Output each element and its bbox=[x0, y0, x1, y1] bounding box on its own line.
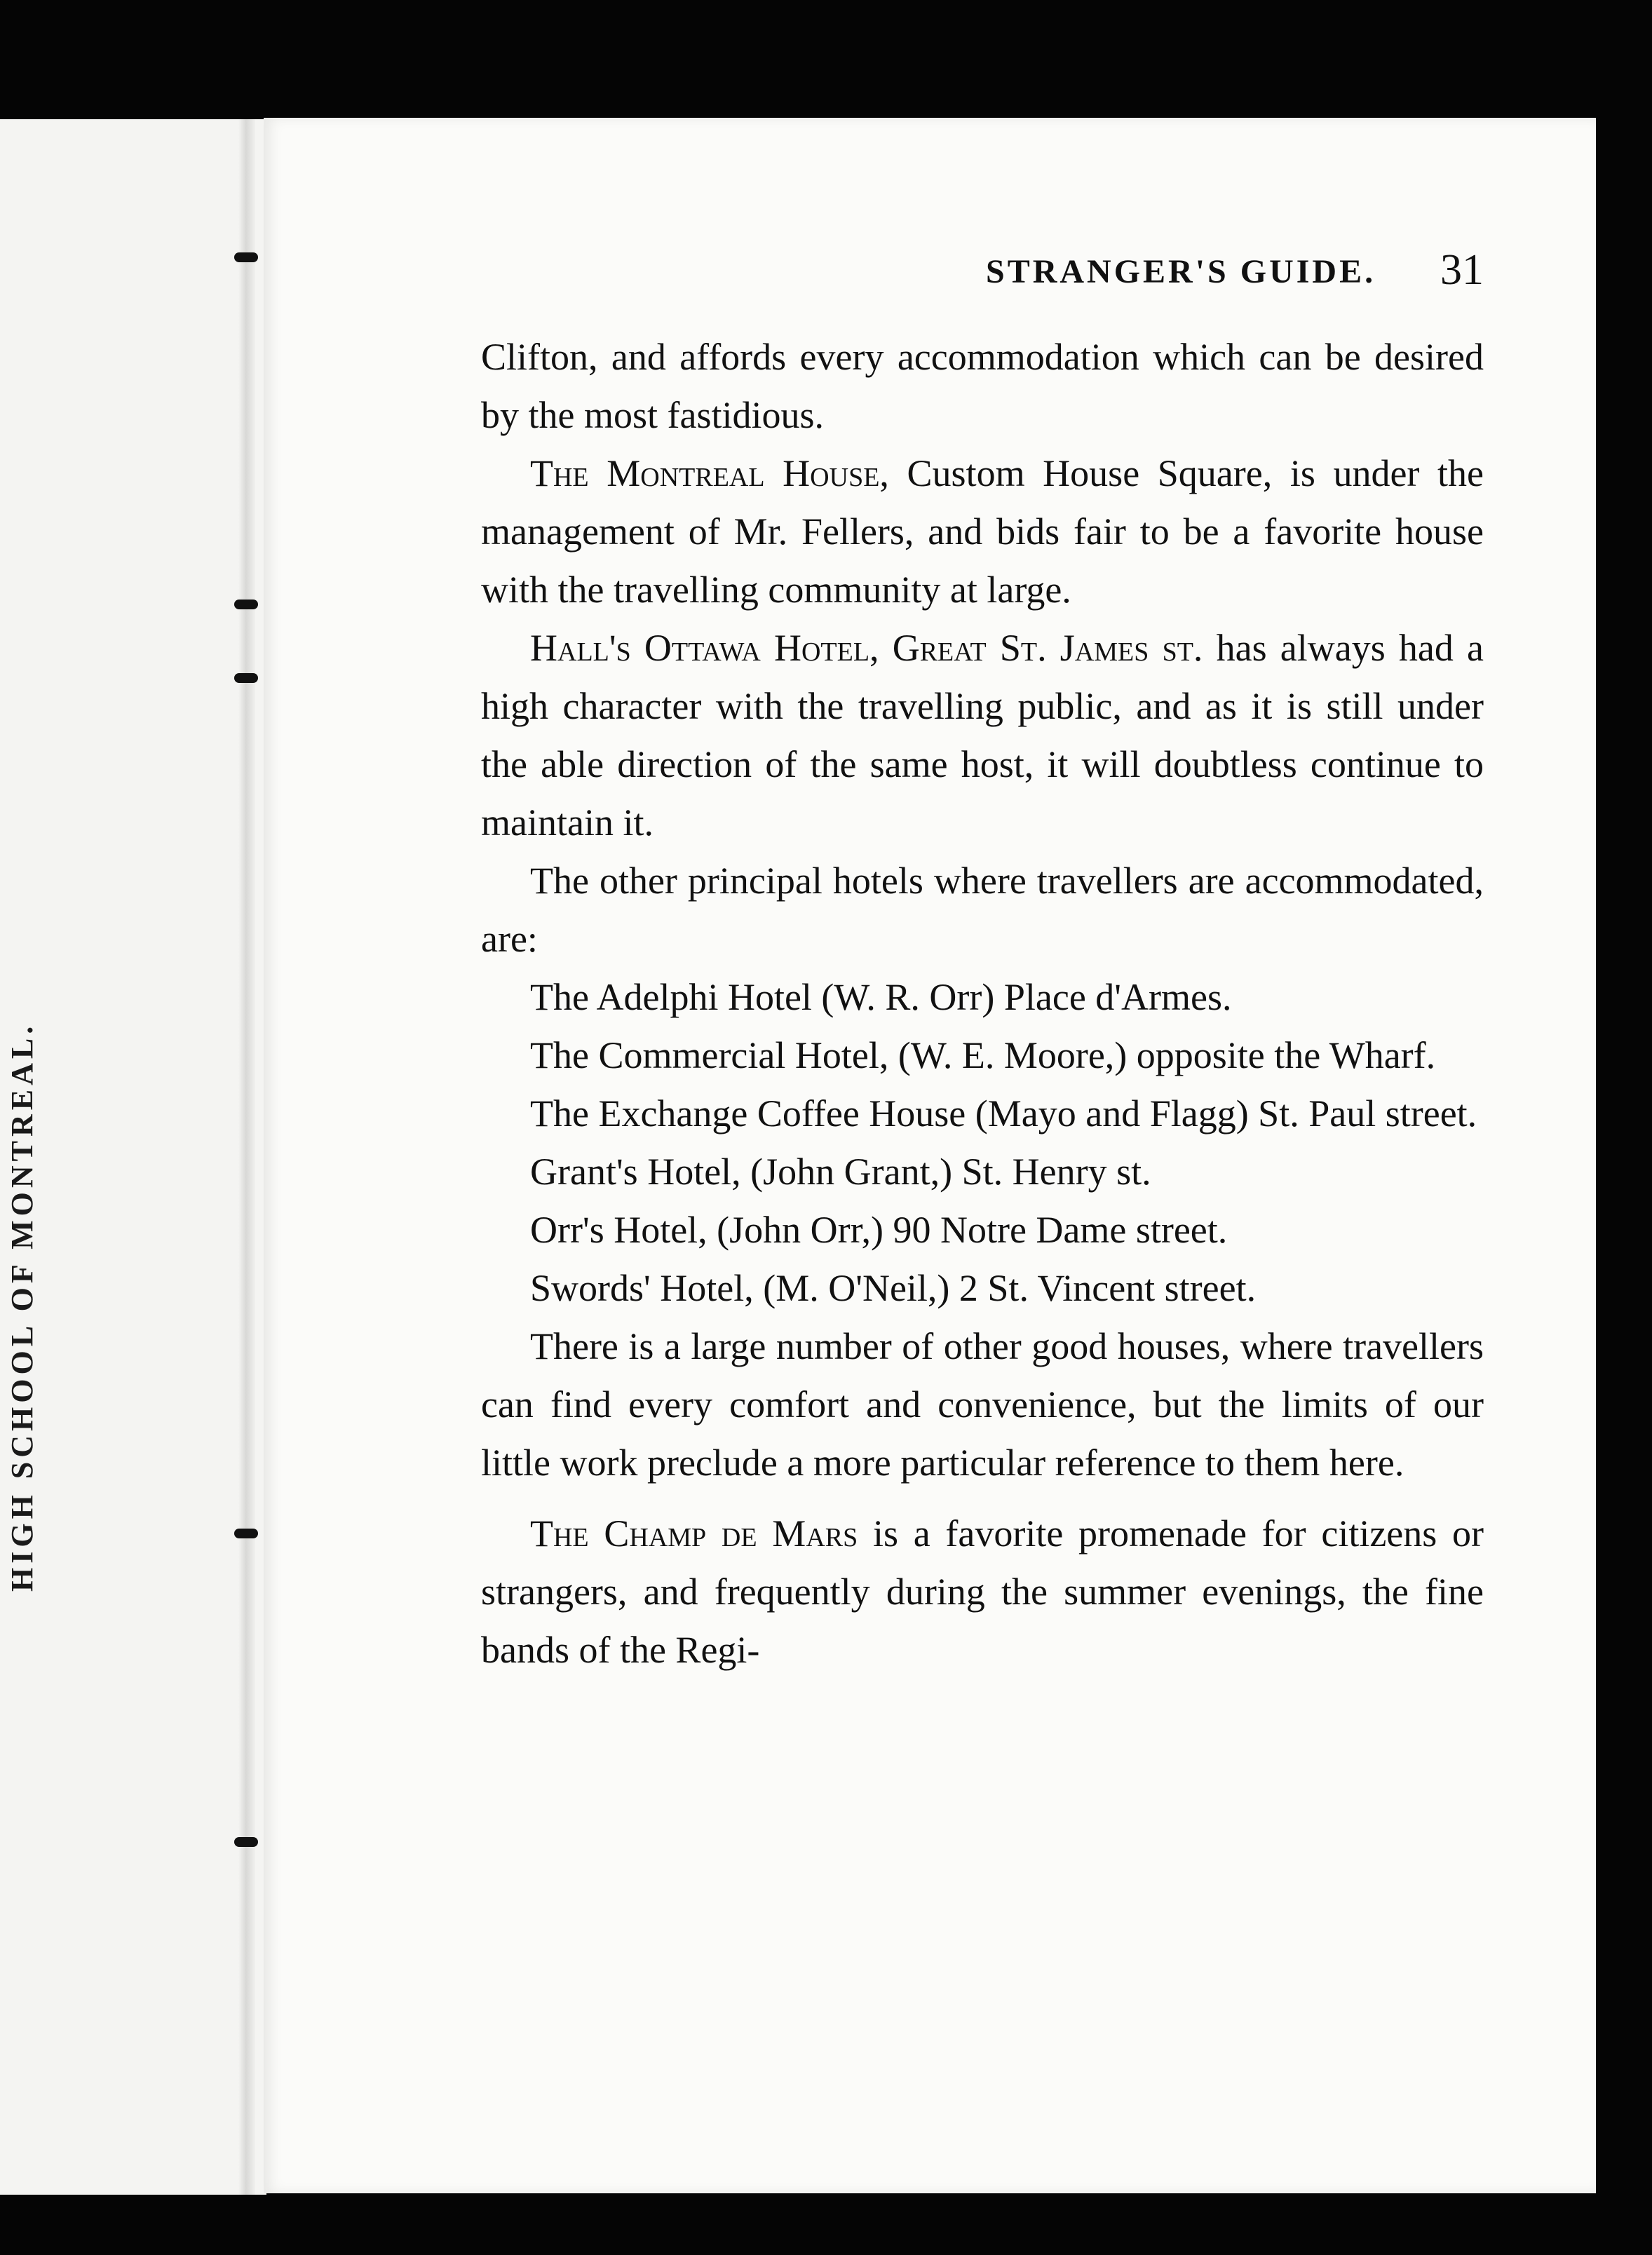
binding-stitch bbox=[234, 600, 258, 609]
binding-stitch bbox=[234, 673, 258, 683]
binding-stitch bbox=[234, 1837, 258, 1847]
montreal-house-heading: The Montreal House, bbox=[530, 452, 889, 494]
binding-stitch bbox=[234, 252, 258, 262]
paragraph-other-houses: There is a large number of other good houses, where travellers can find every comfort and convenience, but the limits of our little work preclude a more particular reference to them here. bbox=[481, 1325, 1484, 1484]
hotel-exchange: The Exchange Coffee House (Mayo and Flagg) St. Paul street. bbox=[530, 1092, 1477, 1135]
page-number: 31 bbox=[1440, 246, 1484, 294]
paragraph-champ-de-mars bbox=[481, 1505, 1484, 1679]
left-page-leaf bbox=[0, 119, 266, 2195]
book-page bbox=[264, 118, 1596, 2193]
page-text bbox=[481, 328, 1484, 1679]
paragraph-other-hotels: The other principal hotels where travellers are accommodated, are: bbox=[481, 860, 1484, 960]
page-header bbox=[481, 245, 1484, 302]
spine-title: HIGH SCHOOL OF MONTREAL. bbox=[5, 1022, 39, 1592]
hotel-grants: Grant's Hotel, (John Grant,) St. Henry st. bbox=[530, 1151, 1151, 1193]
book-binding bbox=[238, 119, 255, 2195]
champ-de-mars-text: is a favorite promenade for citizens or strangers, and frequently during the summer evenings, the fine bands of the Regi- bbox=[481, 1512, 1484, 1671]
binding-stitch bbox=[234, 1529, 258, 1538]
hotel-adelphi: The Adelphi Hotel (W. R. Orr) Place d'Armes. bbox=[530, 976, 1232, 1018]
paragraph-halls-hotel bbox=[481, 619, 1484, 852]
halls-hotel-text: has always had a high character with the travelling public, and as it is still under the able direction of the same host, it will doubtless continue to maintain it. bbox=[481, 627, 1484, 844]
paragraph-montreal-house bbox=[481, 445, 1484, 619]
hotel-commercial: The Commercial Hotel, (W. E. Moore,) opposite the Wharf. bbox=[530, 1034, 1436, 1076]
hotel-swords: Swords' Hotel, (M. O'Neil,) 2 St. Vincent street. bbox=[530, 1267, 1257, 1309]
paragraph-clifton: Clifton, and affords every accommodation which can be desired by the most fastidious. bbox=[481, 336, 1484, 436]
running-head: STRANGER'S GUIDE. bbox=[986, 253, 1376, 290]
montreal-house-text: Custom House Square, is under the management of Mr. Fellers, and bids fair to be a favorite house with the travelling community at large. bbox=[481, 452, 1484, 611]
hotel-orrs: Orr's Hotel, (John Orr,) 90 Notre Dame street. bbox=[530, 1209, 1228, 1251]
champ-de-mars-heading: The Champ de Mars bbox=[530, 1512, 858, 1555]
halls-hotel-heading: Hall's Ottawa Hotel, Great St. James st. bbox=[530, 627, 1203, 669]
